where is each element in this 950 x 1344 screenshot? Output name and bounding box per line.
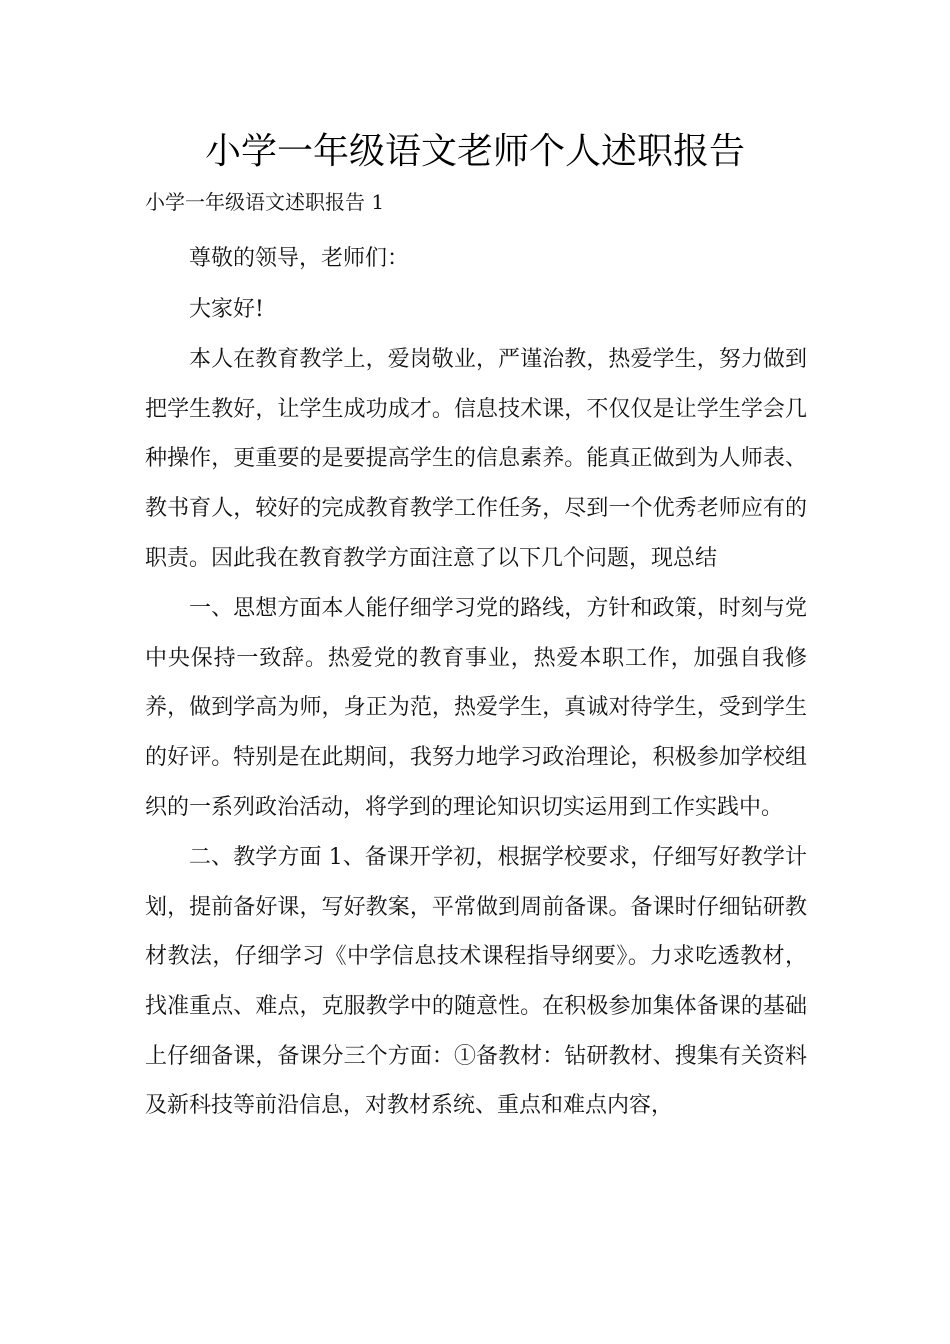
paragraph-intro: 本人在教育教学上，爱岗敬业，严谨治教，热爱学生，努力做到把学生教好，让学生成功成才。信息技术课，不仅仅是让学生学会几种操作，更重要的是要提高学生的信息素养。能真正做到为人师表、教书育人，较好的完成教育教学工作任务，尽到一个优秀老师应有的职责。因此我在教育教学方面注意了以下几个问题，现总结 <box>145 347 807 571</box>
document-body <box>145 234 807 1132</box>
paragraph-teaching: 二、教学方面 1、备课开学初，根据学校要求，仔细写好教学计划，提前备好课，写好教案，平常做到周前备课。备课时仔细钻研教材教法，仔细学习《中学信息技术课程指导纲要》。力求吃透教材，找准重点、难点，克服教学中的随意性。在积极参加集体备课的基础上仔细备课，备课分三个方面：①备教材：钻研教材、搜集有关资料及新科技等前沿信息，对教材系统、重点和难点内容， <box>145 845 807 1119</box>
document-title: 小学一年级语文老师个人述职报告 <box>204 131 745 172</box>
paragraph-salutation: 尊敬的领导，老师们： <box>189 246 410 271</box>
document-subtitle: 小学一年级语文述职报告 1 <box>145 190 385 214</box>
paragraph-ideology: 一、思想方面本人能仔细学习党的路线，方针和政策，时刻与党中央保持一致辞。热爱党的教育事业，热爱本职工作，加强自我修养，做到学高为师，身正为范，热爱学生，真诚对待学生，受到学生的好评。特别是在此期间，我努力地学习政治理论，积极参加学校组织的一系列政治活动，将学到的理论知识切实运用到工作实践中。 <box>145 596 807 820</box>
paragraph-greeting: 大家好! <box>189 296 264 322</box>
